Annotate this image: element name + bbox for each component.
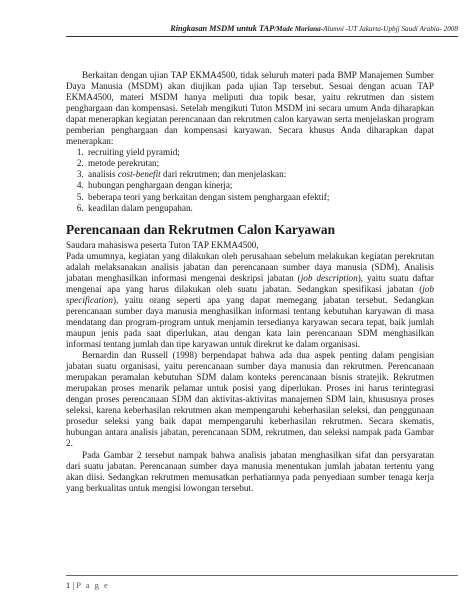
- header-institution: -Alumni -UT Jakarta-Upbjj Saudi Arabia- 2008: [320, 25, 458, 33]
- intro-paragraph: Berkaitan dengan ujian TAP EKMA4500, tidak seluruh materi pada BMP Manajemen Sumber Daya Manusia (MSDM) akan diujikan pada ujian Tap tersebut. Sesuai dengan acuan TAP EKMA4500, materi MSDM hanya meliputi dua topik besar, yaitu rekrutmen dan sistem penghargaan dan kompensasi. Setelah mengikuti Tuton MSDM ini secara umum Anda diharapkan dapat menerapkan kegiatan perencanaan dan rekrutmen calon karyawan serta menjelaskan program pemberian penghargaan dan kompensasi karyawan. Secara khusus Anda diharapkan dapat menerapkan:: [66, 70, 434, 147]
- page-body: [66, 70, 434, 494]
- page-number: 1: [66, 580, 71, 590]
- paragraph-text: Pada umumnya, kegiatan yang dilakukan oleh perusahaan sebelum melakukan kegiatan perekrutan adalah melaksanakan analisis jabatan dan perencanaan sumber daya manusia (SDM). Analisis jabatan menghasilkan informasi mengenai deskripsi jabatan (: [66, 250, 434, 283]
- body-paragraph-1: [66, 251, 434, 350]
- body-paragraph-2: Bernardin dan Russell (1998) berpendapat bahwa ada dua aspek penting dalam pengisian jabatan suatu organisasi, yaitu perencanaan sumber daya manusia dan rekrutmen. Perencanaan merupakan peramalan kebutuhan SDM dalam konteks perencanaan bisnis stratejik. Rekrutmen merupakan proses menarik pelamar untuk posisi yang diperlukan. Proses ini harus terintegrasi dengan proses perencanaan SDM dan aktivitas-aktivitas manajemen SDM lain, khususnya proses seleksi, karena keberhasilan rekrutmen akan mempengaruhi keberhasilan seleksi, dan penggunaan prosedur seleksi yang baik dapat mempengaruhi keberhasilan rekrutmen. Secara skematis, hubungan antara analisis jabatan, perencanaan SDM, rekrutmen, dan seleksi nampak pada Gambar 2.: [66, 350, 434, 449]
- list-item: 2. metode perekrutan;: [86, 158, 434, 169]
- page-footer: [66, 575, 458, 590]
- list-item-text: analisis: [88, 169, 118, 180]
- list-item: 4. hubungan penghargaan dengan kinerja;: [86, 180, 434, 191]
- running-header: [66, 24, 458, 37]
- greeting-line: Saudara mahasiswa peserta Tuton TAP EKMA4500,: [66, 239, 259, 250]
- paragraph-emphasis: job description: [300, 272, 358, 283]
- list-item: 6. keadilan dalam pengupahan.: [86, 203, 434, 214]
- paragraph-text: ), yaitu orang seperti apa yang dapat memegang jabatan tersebut. Sedangkan perencanaan sumber daya manusia menghasilkan informasi tentang kebutuhan karyawan di masa mendatang dan program-program untuk menjamin tersedianya karyawan secara tepat, baik jumlah maupun jenis pada saat diperlukan, atau dengan kata lain perencanaan SDM menghasilkan informasi tentang jumlah dan tipe karyawan untuk direkrut ke dalam organisasi.: [66, 294, 434, 350]
- page-separator: |: [70, 580, 77, 590]
- page-label: P a g e: [76, 580, 110, 590]
- list-item: 5. beberapa teori yang berkaitan dengan sistem penghargaan efektif;: [86, 192, 434, 203]
- list-item: [86, 169, 434, 180]
- section-heading: Perencanaan dan Rekrutmen Calon Karyawan: [66, 221, 336, 237]
- body-paragraph-3: Pada Gambar 2 tersebut nampak bahwa analisis jabatan menghasilkan sifat dan persyaratan dari suatu jabatan. Perencanaan sumber daya manusia menentukan jumlah jabatan tertentu yang akan diisi. Sedangkan rekrutmen memusatkan perhatiannya pada penyediaan sumber tenaga kerja yang berkualitas untuk mengisi lowongan tersebut.: [66, 449, 434, 493]
- list-item-emphasis: cost-benefit: [117, 169, 161, 180]
- objectives-list: [66, 147, 434, 213]
- paragraph-text: ), yaitu suatu daftar mengenai apa yang harus dilakukan oleh suatu jabatan. Sedangkan spesifikasi jabatan (: [66, 272, 434, 294]
- list-item-text: dari rekrutmen; dan menjelaskan:: [160, 169, 287, 180]
- header-title: Ringkasan MSDM untuk TAP: [170, 24, 275, 33]
- list-item: 1. recruiting yield pyramid;: [86, 147, 434, 158]
- paragraph-emphasis: job specification: [66, 283, 434, 305]
- header-author: /Made Mariana: [274, 25, 321, 33]
